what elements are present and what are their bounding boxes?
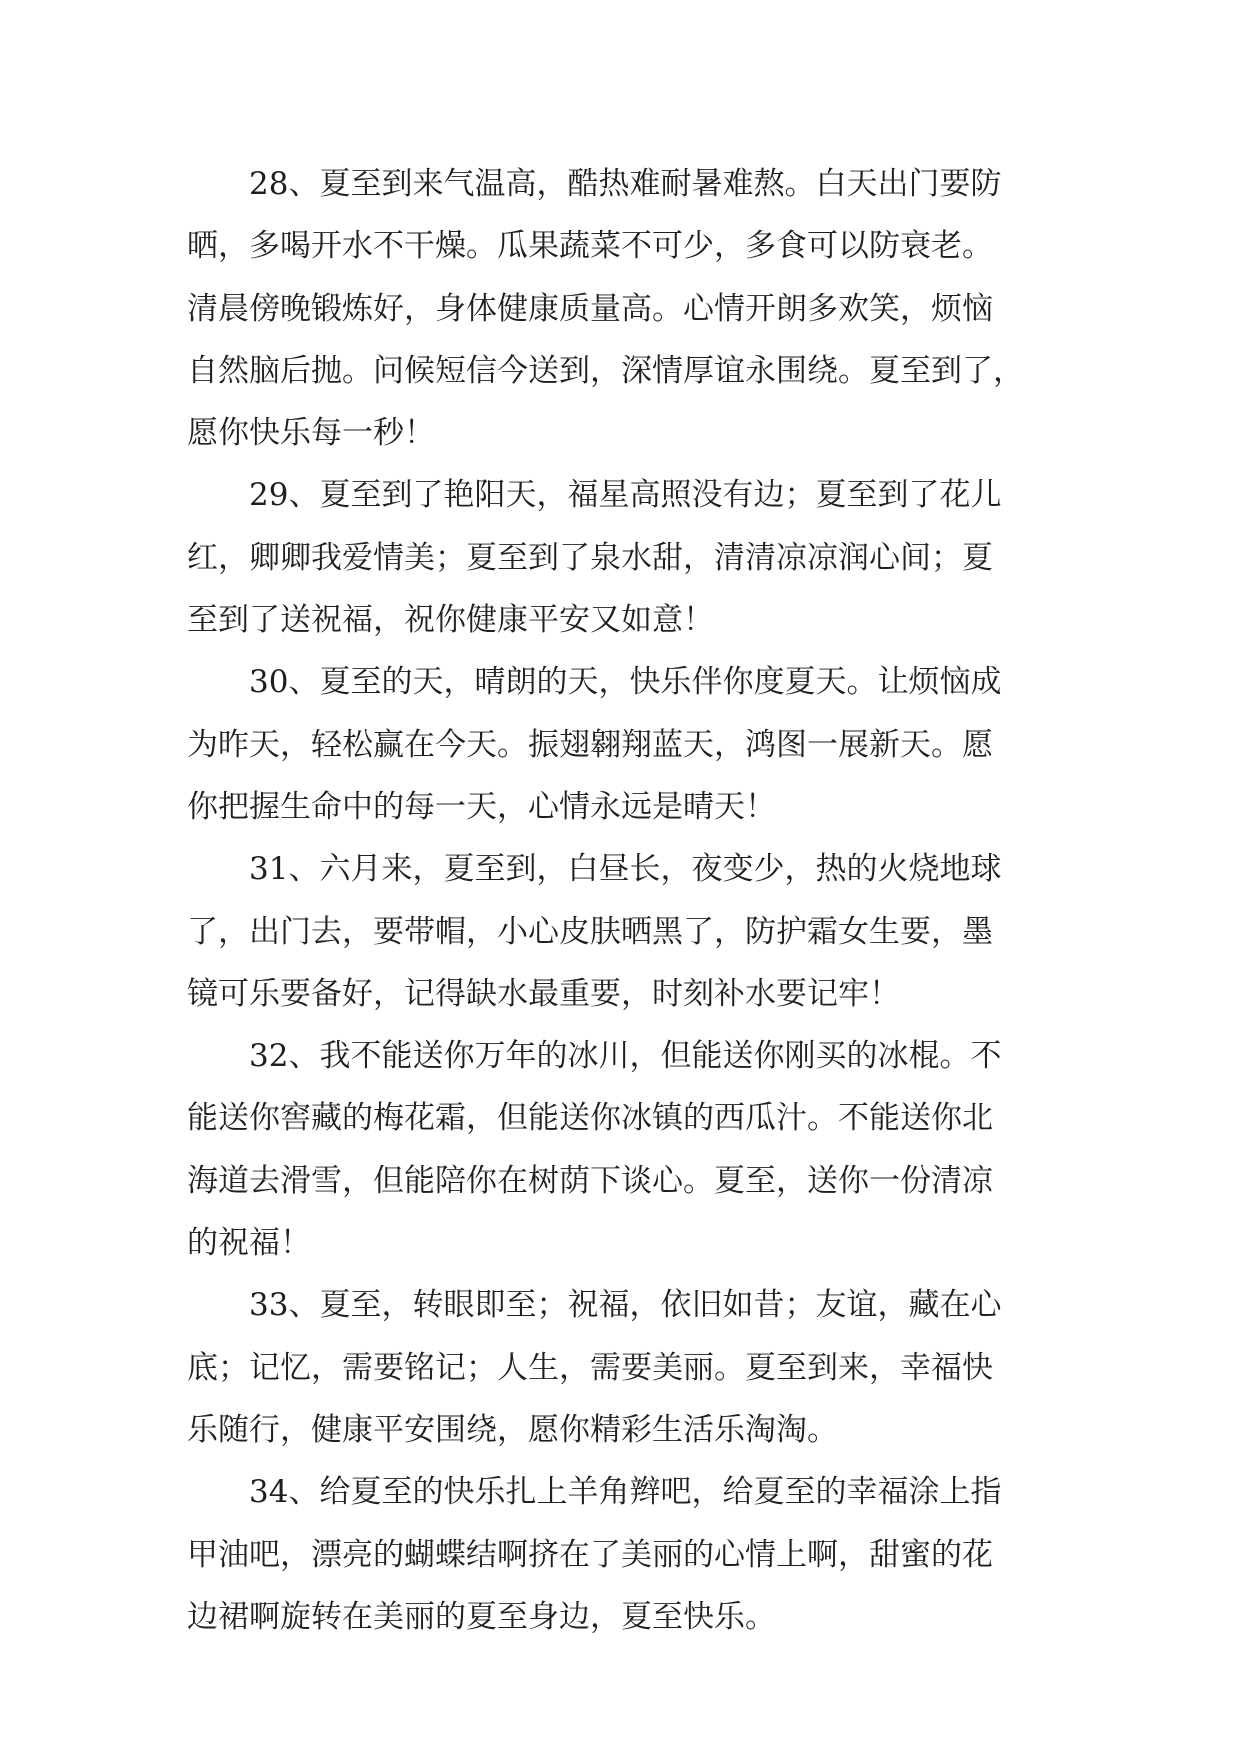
paragraph-line: 的祝福！ <box>187 1225 311 1262</box>
paragraph-line: 了，出门去，要带帽，小心皮肤晒黑了，防护霜女生要，墨 <box>187 913 993 950</box>
paragraph-line: 32、我不能送你万年的冰川，但能送你刚买的冰棍。不 <box>249 1038 1002 1075</box>
paragraph-line: 红，卿卿我爱情美；夏至到了泉水甜，清清凉凉润心间；夏 <box>187 539 993 576</box>
paragraph-line: 至到了送祝福，祝你健康平安又如意！ <box>187 602 714 639</box>
document-body <box>187 153 1067 1648</box>
paragraph-line: 为昨天，轻松赢在今天。振翅翱翔蓝天，鸿图一展新天。愿 <box>187 726 993 763</box>
paragraph-line: 海道去滑雪，但能陪你在树荫下谈心。夏至，送你一份清凉 <box>187 1162 993 1199</box>
paragraph-line: 34、给夏至的快乐扎上羊角辫吧，给夏至的幸福涂上指 <box>249 1474 1002 1511</box>
paragraph-line: 乐随行，健康平安围绕，愿你精彩生活乐淘淘。 <box>187 1411 838 1448</box>
paragraph-line: 29、夏至到了艳阳天，福星高照没有边；夏至到了花儿 <box>249 477 1002 514</box>
paragraph-line: 晒，多喝开水不干燥。瓜果蔬菜不可少，多食可以防衰老。 <box>187 228 993 265</box>
paragraph-line: 镜可乐要备好，记得缺水最重要，时刻补水要记牢！ <box>187 975 900 1012</box>
paragraph-line: 边裙啊旋转在美丽的夏至身边，夏至快乐。 <box>187 1598 776 1635</box>
paragraph-list <box>187 153 1067 1648</box>
paragraph-line: 清晨傍晚锻炼好，身体健康质量高。心情开朗多欢笑，烦恼 <box>187 290 993 327</box>
paragraph-line: 底；记忆，需要铭记；人生，需要美丽。夏至到来，幸福快 <box>187 1349 993 1386</box>
paragraph-line: 你把握生命中的每一天，心情永远是晴天！ <box>187 788 776 825</box>
paragraph-line: 28、夏至到来气温高，酷热难耐暑难熬。白天出门要防 <box>249 166 1002 202</box>
paragraph-line: 30、夏至的天，晴朗的天，快乐伴你度夏天。让烦恼成 <box>249 664 1002 701</box>
paragraph-line: 31、六月来，夏至到，白昼长，夜变少，热的火烧地球 <box>249 851 1002 888</box>
paragraph-line: 自然脑后抛。问候短信今送到，深情厚谊永围绕。夏至到了， <box>187 352 1024 389</box>
paragraph-line: 甲油吧，漂亮的蝴蝶结啊挤在了美丽的心情上啊，甜蜜的花 <box>187 1536 993 1573</box>
paragraph-line: 能送你窖藏的梅花霜，但能送你冰镇的西瓜汁。不能送你北 <box>187 1100 993 1137</box>
paragraph-line: 愿你快乐每一秒！ <box>187 415 435 452</box>
paragraph-line: 33、夏至，转眼即至；祝福，依旧如昔；友谊，藏在心 <box>249 1287 1002 1324</box>
